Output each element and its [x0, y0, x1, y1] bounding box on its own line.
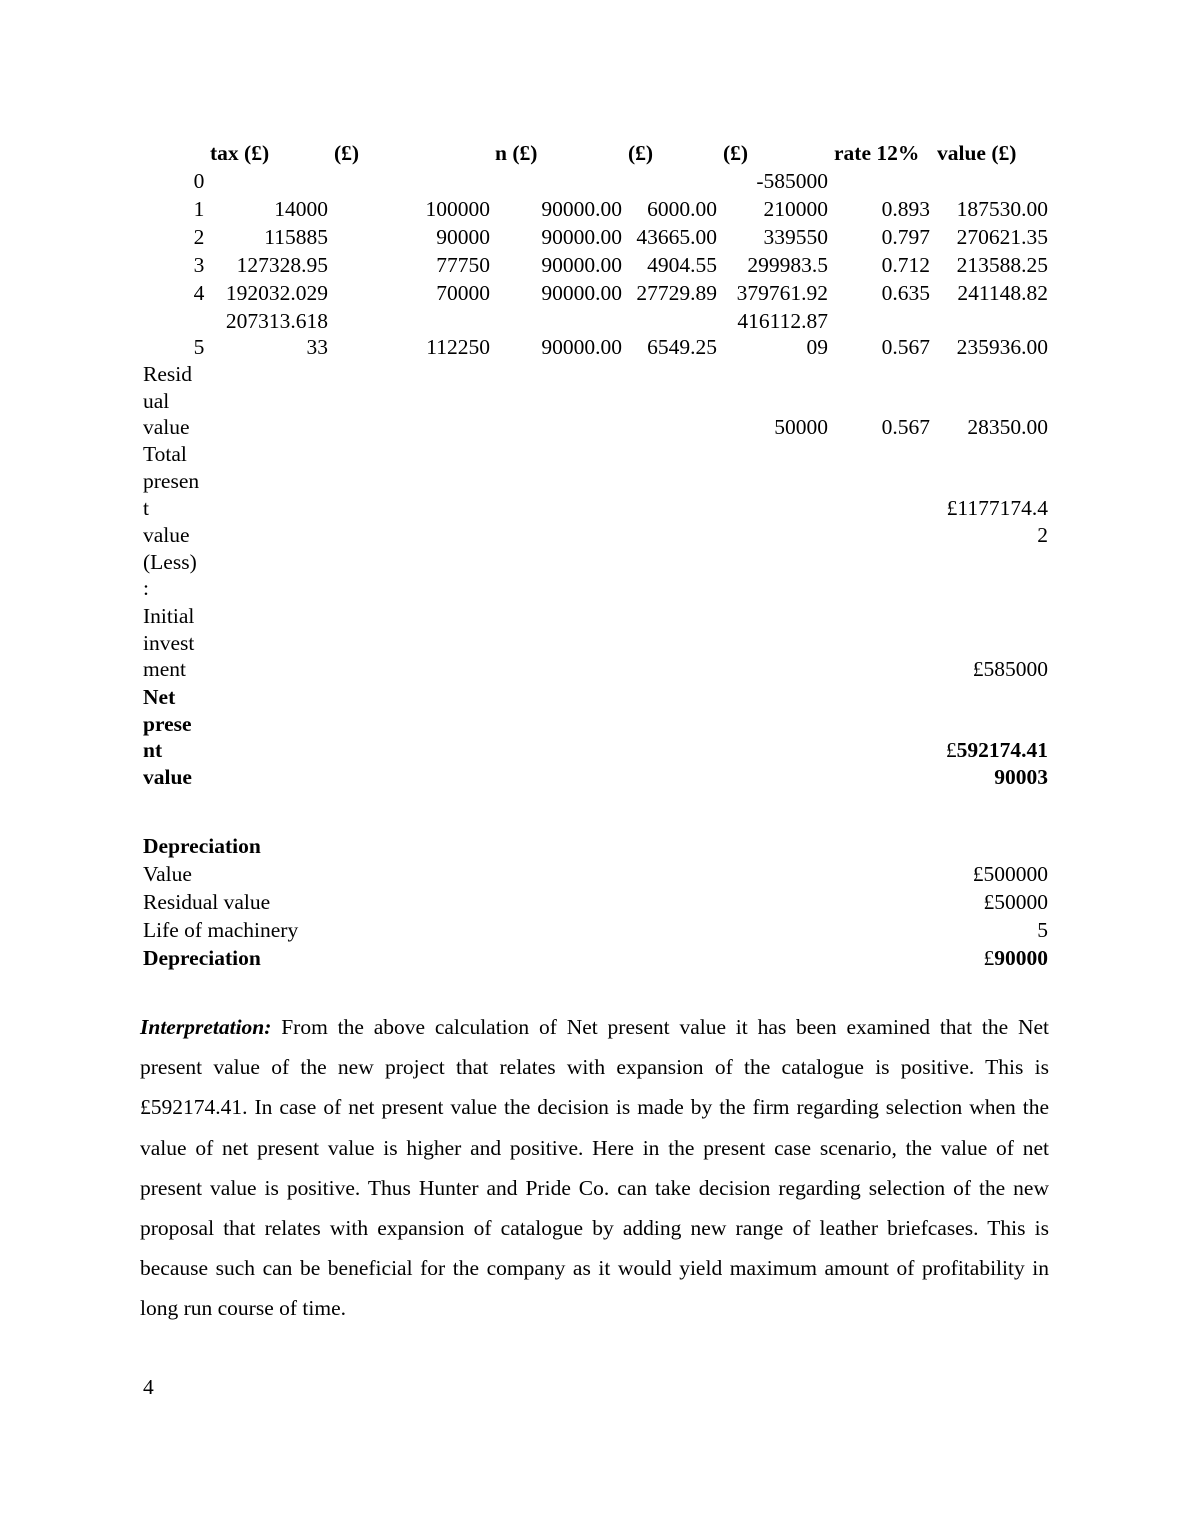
header-col3: n (£) [495, 141, 538, 165]
dep-value-label: Value [143, 862, 192, 886]
less-label-line1: (Less) [143, 550, 197, 574]
interpretation-paragraph [140, 1007, 1049, 1329]
residual-pv: 28350.00 [967, 415, 1048, 439]
row2-cash: 339550 [763, 225, 828, 249]
total-pv-label-line2: presen [143, 469, 200, 493]
npv-currency: £ [945, 738, 957, 762]
row3-c3: 77750 [436, 253, 490, 277]
row1-c5: 6000.00 [647, 197, 717, 221]
dep-residual-label: Residual value [143, 890, 271, 914]
residual-rate: 0.567 [881, 415, 930, 439]
row3-pv: 213588.25 [956, 253, 1048, 277]
row1-c3: 100000 [425, 197, 490, 221]
dep-life-amount: 5 [1037, 918, 1048, 942]
total-pv-value-line1: £1177174.4 [946, 496, 1048, 520]
row5-tax-line1: 207313.618 [225, 309, 328, 333]
row5-year: 5 [193, 335, 205, 359]
row4-tax: 192032.029 [225, 281, 328, 305]
row5-rate: 0.567 [881, 335, 930, 359]
residual-label-line1: Resid [143, 362, 192, 386]
less-label-line3: Initial [143, 604, 195, 628]
depreciation-title: Depreciation [143, 834, 261, 858]
page-number: 4 [143, 1375, 154, 1399]
row4-c5: 27729.89 [636, 281, 717, 305]
npv-value-line1 [900, 737, 1048, 764]
row4-cash: 379761.92 [736, 281, 828, 305]
row4-year: 4 [193, 281, 205, 305]
row0-year: 0 [193, 169, 205, 193]
row3-tax: 127328.95 [236, 253, 328, 277]
row5-cash-line1: 416112.87 [737, 309, 828, 333]
header-tax: tax (£) [210, 141, 270, 165]
less-label-line5: ment [143, 657, 186, 681]
total-pv-label-line1: Total [143, 442, 187, 466]
header-col2: (£) [334, 141, 360, 165]
npv-label-line1: Net [143, 685, 176, 709]
initial-investment-value: £585000 [972, 657, 1048, 681]
row0-cash: -585000 [756, 169, 828, 193]
row4-c3: 70000 [436, 281, 490, 305]
row5-pv: 235936.00 [956, 335, 1048, 359]
less-label-line4: invest [143, 631, 195, 655]
row4-c4: 90000.00 [541, 281, 622, 305]
row1-year: 1 [193, 197, 205, 221]
row2-tax: 115885 [264, 225, 328, 249]
npv-amount: 592174.41 [956, 738, 1048, 762]
row5-c4: 90000.00 [541, 335, 622, 359]
dep-residual-amount: £50000 [983, 890, 1048, 914]
row2-rate: 0.797 [881, 225, 930, 249]
total-pv-label-line3: t [143, 496, 149, 520]
row5-cash-line2: 09 [806, 335, 828, 359]
row2-c5: 43665.00 [636, 225, 717, 249]
total-pv-value-line2: 2 [1037, 523, 1048, 547]
dep-total-label: Depreciation [143, 946, 261, 970]
row2-pv: 270621.35 [956, 225, 1048, 249]
npv-label-line2: prese [143, 712, 192, 736]
npv-label-line4: value [143, 765, 192, 789]
row2-c3: 90000 [436, 225, 490, 249]
row3-c4: 90000.00 [541, 253, 622, 277]
interpretation-lead: Interpretation: [140, 1015, 272, 1039]
residual-cash: 50000 [774, 415, 828, 439]
row1-pv: 187530.00 [956, 197, 1048, 221]
row2-c4: 90000.00 [541, 225, 622, 249]
row3-cash: 299983.5 [747, 253, 828, 277]
interpretation-text: From the above calculation of Net present value it has been examined that the Net present value of the new project that relates with expansion of the catalogue is positive. This is £592174.41. In case of net present value the decision is made by the firm regarding selection when the value of net present value is higher and positive. Here in the present case scenario, the value of net present value is positive. Thus Hunter and Pride Co. can take decision regarding selection of the new proposal that relates with expansion of catalogue by adding new range of leather briefcases. This is because such can be beneficial for the company as it would yield maximum amount of profitability in long run course of time. [140, 1015, 1049, 1321]
header-col5: (£) [628, 141, 654, 165]
row2-year: 2 [193, 225, 205, 249]
row1-c4: 90000.00 [541, 197, 622, 221]
dep-total-amount: 90000 [994, 946, 1048, 970]
dep-life-label: Life of machinery [143, 918, 299, 942]
row5-c3: 112250 [426, 335, 490, 359]
dep-total-value [900, 945, 1048, 972]
row1-rate: 0.893 [881, 197, 930, 221]
residual-label-line3: value [143, 415, 190, 439]
header-pv: value (£) [937, 141, 1017, 165]
total-pv-label-line4: value [143, 523, 190, 547]
npv-label-line3: nt [143, 738, 163, 762]
header-rate: rate 12% [834, 141, 920, 165]
row1-tax: 14000 [274, 197, 328, 221]
row5-c5: 6549.25 [647, 335, 717, 359]
row3-rate: 0.712 [881, 253, 930, 277]
row3-c5: 4904.55 [647, 253, 717, 277]
row4-pv: 241148.82 [957, 281, 1048, 305]
npv-value-line2: 90003 [994, 765, 1048, 789]
row5-tax-line2: 33 [306, 335, 328, 359]
dep-value-amount: £500000 [972, 862, 1048, 886]
row1-cash: 210000 [763, 197, 828, 221]
row3-year: 3 [193, 253, 205, 277]
dep-total-currency: £ [983, 946, 995, 970]
row4-rate: 0.635 [881, 281, 930, 305]
less-label-line2: : [143, 576, 149, 600]
header-cash: (£) [723, 141, 749, 165]
residual-label-line2: ual [143, 389, 170, 413]
